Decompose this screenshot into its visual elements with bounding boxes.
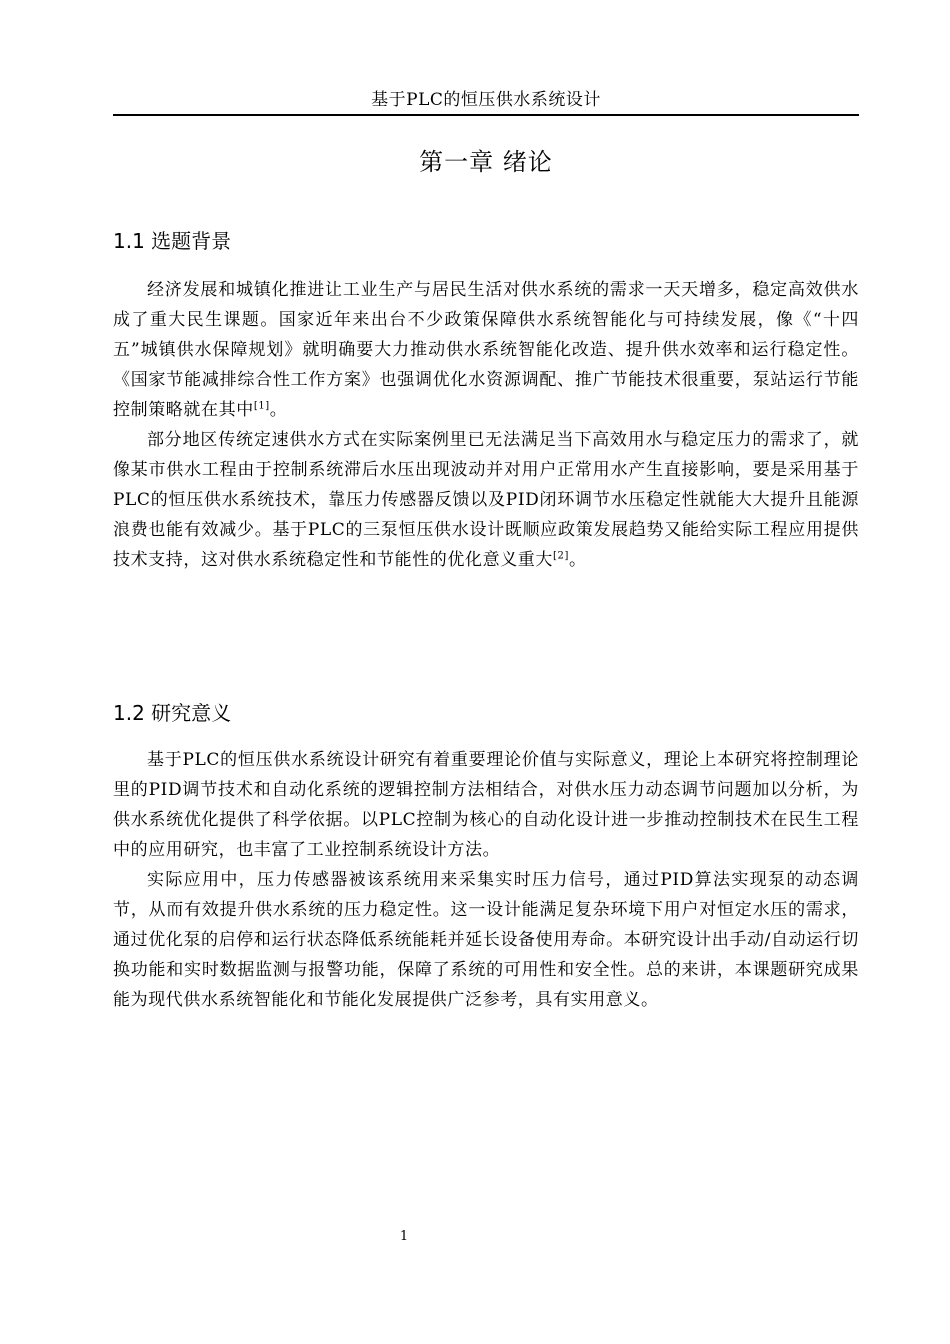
chapter-title: 第一章 绪论 [419, 148, 553, 176]
citation-marker: [2] [553, 550, 569, 562]
paragraph-text: 实际应用中，压力传感器被该系统用来采集实时压力信号，通过PID算法实现泵的动态调节，从而有效提升供水系统的压力稳定性。这一设计能满足复杂环境下用户对恒定水压的需求，通过优化泵的启停和运行状态降低系统能耗并延长设备使用寿命。本研究设计出手动/自动运行切换功能和实时数据监测与报警功能，保障了系统的可用性和安全性。总的来讲，本课题研究成果能为现代供水系统智能化和节能化发展提供广泛参考，具有实用意义。 [113, 870, 859, 1010]
paragraph-text: 基于PLC的恒压供水系统设计研究有着重要理论价值与实际意义，理论上本研究将控制理论里的PID调节技术和自动化系统的逻辑控制方法相结合，对供水压力动态调节问题加以分析，为供水系统优化提供了科学依据。以PLC控制为核心的自动化设计进一步推动控制技术在民生工程中的应用研究，也丰富了工业控制系统设计方法。 [113, 750, 859, 860]
running-header: 基于PLC的恒压供水系统设计 [371, 90, 601, 110]
paragraph-text: 部分地区传统定速供水方式在实际案例里已无法满足当下高效用水与稳定压力的需求了，就像某市供水工程由于控制系统滞后水压出现波动并对用户正常用水产生直接影响，要是采用基于PLC的恒压供水系统技术，靠压力传感器反馈以及PID闭环调节水压稳定性就能大大提升且能源浪费也能有效减少。基于PLC的三泵恒压供水设计既顺应政策发展趋势又能给实际工程应用提供技术支持，这对供水系统稳定性和节能性的优化意义重大 [113, 430, 859, 570]
section-body-significance [113, 745, 859, 1015]
paragraph-text: 经济发展和城镇化推进让工业生产与居民生活对供水系统的需求一天天增多，稳定高效供水成了重大民生课题。国家近年来出台不少政策保障供水系统智能化与可持续发展，像《“十四五”城镇供水保障规划》就明确要大力推动供水系统智能化改造、提升供水效率和运行稳定性。《国家节能减排综合性工作方案》也强调优化水资源调配、推广节能技术很重要，泵站运行节能控制策略就在其中 [113, 280, 859, 420]
header-rule [113, 114, 859, 116]
section-body-background [113, 275, 859, 575]
paragraph [113, 425, 859, 575]
paragraph [113, 865, 859, 1015]
citation-marker: [1] [253, 400, 270, 412]
paragraph-tail: 。 [568, 550, 587, 570]
paragraph [113, 275, 859, 425]
section-heading-significance: 1.2 研究意义 [113, 701, 232, 725]
paragraph [113, 745, 859, 865]
page-number: 1 [399, 1229, 409, 1244]
paragraph-tail: 。 [269, 400, 288, 420]
section-heading-background: 1.1 选题背景 [113, 229, 232, 253]
